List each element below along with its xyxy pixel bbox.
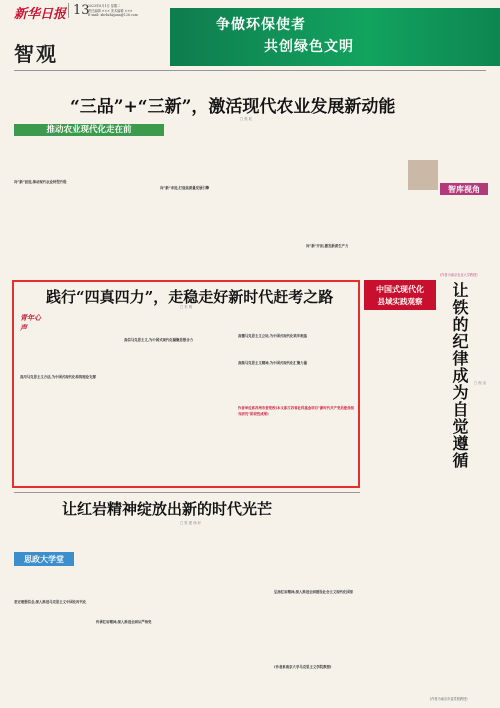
tagline-thinktank: 智库视角: [440, 183, 488, 195]
page-number: 13: [68, 3, 90, 18]
banner-line2: 共创绿色文明: [264, 39, 354, 55]
youth-voice-logo: 青年心声: [20, 313, 41, 332]
subhead: 真信马克思主义,为中国式现代化凝聚思想合力: [124, 338, 193, 342]
right-footer: (作者为南京市委党校教授): [430, 697, 468, 701]
byline: □ 张 建 杨 轩: [180, 521, 202, 525]
byline: □ 倪 洁: [474, 381, 487, 385]
byline: □ 朱 明: [180, 305, 193, 309]
subhead: 向“新”求进,打造高质量发展引擎: [160, 186, 210, 190]
section-title: 智观: [14, 42, 58, 66]
article3-col2: [96, 530, 182, 704]
tagline-agri: 推动农业现代化走在前: [14, 124, 164, 136]
article2-col1: [20, 330, 120, 480]
sidebar-caption: (作者为南京农业大学教授): [440, 273, 478, 277]
badge-line2: 县域实践观察: [377, 297, 423, 306]
divider: [14, 70, 486, 71]
banner-line1: 争做环保使者: [216, 17, 306, 33]
article2-col2: [124, 316, 234, 480]
article3-col3: [186, 530, 270, 704]
vertical-headline: 让铁的纪律成为自觉遵循: [450, 282, 469, 469]
divider: [14, 492, 360, 493]
meta-line: 责任编辑 ××× 美术编辑 ×××: [88, 8, 133, 13]
article1-col2: [160, 124, 300, 276]
county-practice-badge: [364, 280, 436, 310]
subhead: 向“新”而进,推动现代农业转型升级: [14, 180, 67, 184]
meta-line: E-mail: xhrbzhiguan@126.com: [88, 13, 138, 17]
article2-col3: [238, 316, 354, 480]
headline-featured: 践行“四真四力”，走稳走好新时代赶考之路: [46, 288, 334, 306]
meta-line: 2023年8月1日 星期二: [88, 4, 121, 8]
headline-hongyan: 让红岩精神绽放出新的时代光芒: [62, 500, 273, 518]
subhead: 真懂马克思主义立场,为中国式现代化筑牢根基: [238, 334, 307, 338]
subhead: 坚定理想信念,深入推进马克思主义中国化时代化: [14, 600, 87, 604]
footer-note: 作者单位系苏州市委党校(本文系江苏省社科基金项目“新时代共产党员使命担当研究”阶段性成果): [238, 406, 354, 416]
subhead: 传承红岩精神,深入推进全面从严治党: [96, 620, 152, 624]
right-column-text: [364, 316, 444, 696]
subhead: 真做马克思主义精神,为中国式现代化汇聚力量: [238, 361, 307, 366]
subhead: 向“新”开拓,激发新质生产力: [306, 244, 349, 248]
subhead: 弘扬红岩精神,深入推进全面建设社会主义现代化国家: [274, 590, 354, 594]
article1-col3: [306, 124, 430, 276]
headline-main: “三品”+“三新”，激活现代农业发展新动能: [70, 97, 396, 117]
masthead-meta: [88, 4, 158, 18]
article1-col1: [14, 140, 154, 276]
subhead: 真用马克思主义方法,为中国式现代化构筑理论支撑: [20, 375, 96, 379]
article3-col1: [14, 570, 92, 704]
article3-col4: [274, 530, 360, 704]
author-photo: [408, 160, 438, 190]
footer-note: (作者系南京大学马克思主义学院教授): [274, 665, 332, 670]
masthead-logo: 新华日报: [14, 7, 67, 22]
ideology-class-tag: 思政大学堂: [14, 552, 74, 566]
byline: □ 张 旺: [240, 117, 253, 121]
badge-line1: 中国式现代化: [376, 284, 424, 294]
